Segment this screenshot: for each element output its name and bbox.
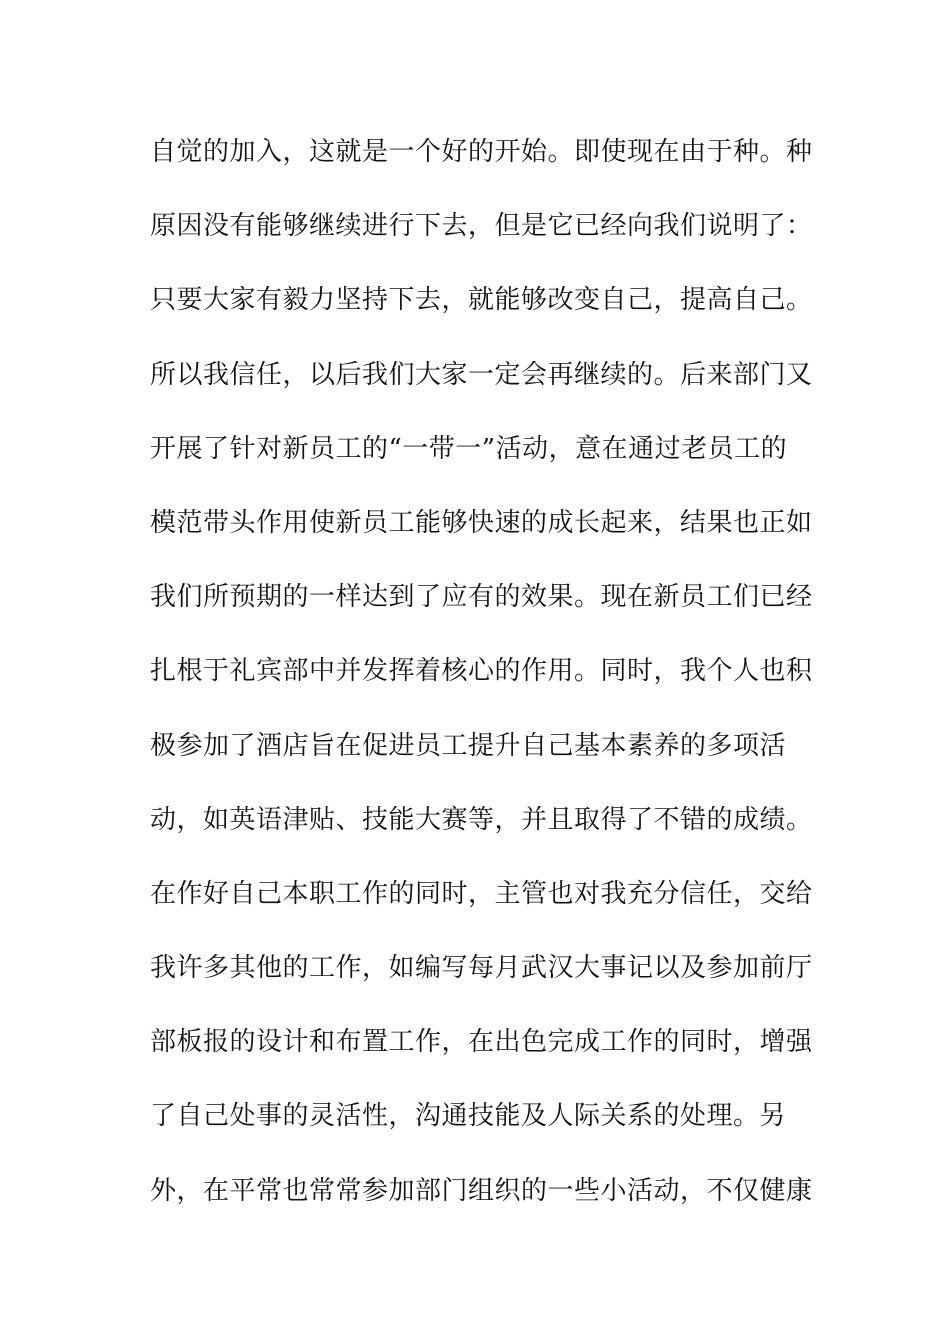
text-line: 外，在平常也常常参加部门组织的一些小活动，不仅健康: [150, 1175, 813, 1206]
text-line: 开展了针对新员工的“一带一”活动，意在通过老员工的: [150, 433, 788, 464]
text-line: 了自己处事的灵活性，沟通技能及人际关系的处理。另: [150, 1101, 787, 1132]
text-line: 在作好自己本职工作的同时，主管也对我充分信任，交给: [150, 878, 813, 909]
text-line: 所以我信任，以后我们大家一定会再继续的。后来部门又: [150, 359, 813, 390]
body-text: [150, 115, 813, 1228]
text-line: 我许多其他的工作，如编写每月武汉大事记以及参加前厅: [150, 953, 813, 984]
text-line: 只要大家有毅力坚持下去，就能够改变自己，提高自己。: [150, 285, 813, 316]
text-line: 极参加了酒店旨在促进员工提升自己基本素养的多项活: [150, 730, 787, 761]
text-line: 原因没有能够继续进行下去，但是它已经向我们说明了：: [150, 211, 813, 242]
text-line: 模范带头作用使新员工能够快速的成长起来，结果也正如: [150, 507, 813, 538]
text-line: 我们所预期的一样达到了应有的效果。现在新员工们已经: [150, 582, 813, 613]
text-line: 动，如英语津贴、技能大赛等，并且取得了不错的成绩。: [150, 804, 813, 835]
text-line: 自觉的加入，这就是一个好的开始。即使现在由于种。种: [150, 137, 813, 167]
text-line: 部板报的设计和布置工作，在出色完成工作的同时，增强: [150, 1027, 813, 1058]
text-line: 扎根于礼宾部中并发挥着核心的作用。同时，我个人也积: [150, 656, 813, 687]
